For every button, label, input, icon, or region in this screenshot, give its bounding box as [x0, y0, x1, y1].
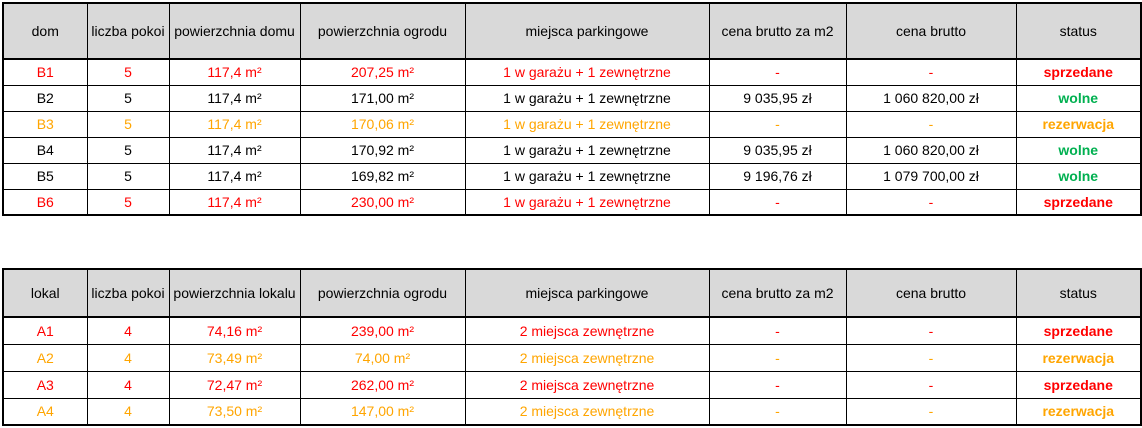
cell-garden-area: 169,82 m² — [300, 163, 465, 189]
cell-price: 1 060 820,00 zł — [846, 85, 1016, 111]
houses-table — [2, 2, 1142, 216]
col-header-unit: lokal — [3, 269, 87, 317]
apartments-table-header — [3, 269, 1141, 317]
table-row — [3, 317, 1141, 344]
cell-price-per-m2: - — [709, 317, 846, 344]
apartments-table-body — [3, 317, 1141, 425]
houses-table-header — [3, 3, 1141, 59]
cell-price: 1 060 820,00 zł — [846, 137, 1016, 163]
cell-price: - — [846, 317, 1016, 344]
cell-price-per-m2: - — [709, 189, 846, 215]
apartments-table — [2, 268, 1142, 426]
cell-garden-area: 262,00 m² — [300, 371, 465, 398]
cell-unit-area: 117,4 m² — [169, 189, 300, 215]
col-header-status: status — [1016, 269, 1141, 317]
status-badge: wolne — [1016, 137, 1141, 163]
status-badge: sprzedane — [1016, 189, 1141, 215]
table-row — [3, 137, 1141, 163]
cell-unit: B1 — [3, 59, 87, 85]
cell-unit: A4 — [3, 398, 87, 425]
cell-unit: B3 — [3, 111, 87, 137]
cell-unit: A3 — [3, 371, 87, 398]
cell-unit-area: 73,49 m² — [169, 344, 300, 371]
table-row — [3, 189, 1141, 215]
cell-unit: B2 — [3, 85, 87, 111]
col-header-unit-area: powierzchnia domu — [169, 3, 300, 59]
col-header-rooms: liczba pokoi — [87, 269, 169, 317]
status-badge: sprzedane — [1016, 317, 1141, 344]
cell-rooms: 5 — [87, 85, 169, 111]
cell-unit-area: 117,4 m² — [169, 163, 300, 189]
table-row — [3, 371, 1141, 398]
cell-rooms: 4 — [87, 371, 169, 398]
col-header-unit: dom — [3, 3, 87, 59]
cell-rooms: 4 — [87, 317, 169, 344]
cell-rooms: 5 — [87, 59, 169, 85]
cell-garden-area: 74,00 m² — [300, 344, 465, 371]
col-header-status: status — [1016, 3, 1141, 59]
cell-parking: 2 miejsca zewnętrzne — [465, 344, 709, 371]
cell-unit-area: 117,4 m² — [169, 85, 300, 111]
cell-price: 1 079 700,00 zł — [846, 163, 1016, 189]
cell-rooms: 4 — [87, 398, 169, 425]
cell-garden-area: 170,92 m² — [300, 137, 465, 163]
price-list-page — [0, 2, 1142, 428]
cell-parking: 1 w garażu + 1 zewnętrzne — [465, 111, 709, 137]
col-header-unit-area: powierzchnia lokalu — [169, 269, 300, 317]
cell-parking: 2 miejsca zewnętrzne — [465, 398, 709, 425]
cell-garden-area: 207,25 m² — [300, 59, 465, 85]
col-header-garden-area: powierzchnia ogrodu — [300, 269, 465, 317]
col-header-parking: miejsca parkingowe — [465, 3, 709, 59]
cell-garden-area: 147,00 m² — [300, 398, 465, 425]
cell-price-per-m2: 9 035,95 zł — [709, 137, 846, 163]
cell-unit: B6 — [3, 189, 87, 215]
status-badge: wolne — [1016, 85, 1141, 111]
cell-price-per-m2: - — [709, 111, 846, 137]
cell-unit: A2 — [3, 344, 87, 371]
table-row — [3, 85, 1141, 111]
status-badge: wolne — [1016, 163, 1141, 189]
houses-table-body — [3, 59, 1141, 215]
col-header-parking: miejsca parkingowe — [465, 269, 709, 317]
cell-garden-area: 171,00 m² — [300, 85, 465, 111]
cell-price-per-m2: - — [709, 371, 846, 398]
table-row — [3, 59, 1141, 85]
cell-price: - — [846, 398, 1016, 425]
cell-rooms: 5 — [87, 163, 169, 189]
cell-unit-area: 73,50 m² — [169, 398, 300, 425]
cell-garden-area: 170,06 m² — [300, 111, 465, 137]
col-header-garden-area: powierzchnia ogrodu — [300, 3, 465, 59]
cell-unit-area: 117,4 m² — [169, 59, 300, 85]
cell-price: - — [846, 371, 1016, 398]
col-header-price: cena brutto — [846, 269, 1016, 317]
table-row — [3, 111, 1141, 137]
cell-parking: 1 w garażu + 1 zewnętrzne — [465, 163, 709, 189]
status-badge: sprzedane — [1016, 371, 1141, 398]
cell-price: - — [846, 344, 1016, 371]
cell-unit-area: 117,4 m² — [169, 137, 300, 163]
cell-parking: 1 w garażu + 1 zewnętrzne — [465, 189, 709, 215]
cell-unit-area: 72,47 m² — [169, 371, 300, 398]
cell-price-per-m2: - — [709, 344, 846, 371]
col-header-price: cena brutto — [846, 3, 1016, 59]
cell-parking: 2 miejsca zewnętrzne — [465, 371, 709, 398]
cell-garden-area: 239,00 m² — [300, 317, 465, 344]
col-header-price-per-m2: cena brutto za m2 — [709, 269, 846, 317]
table-row — [3, 163, 1141, 189]
table-row — [3, 344, 1141, 371]
cell-price-per-m2: 9 035,95 zł — [709, 85, 846, 111]
status-badge: rezerwacja — [1016, 111, 1141, 137]
cell-rooms: 5 — [87, 137, 169, 163]
cell-unit: B5 — [3, 163, 87, 189]
status-badge: rezerwacja — [1016, 398, 1141, 425]
cell-parking: 2 miejsca zewnętrzne — [465, 317, 709, 344]
cell-rooms: 5 — [87, 111, 169, 137]
col-header-rooms: liczba pokoi — [87, 3, 169, 59]
cell-garden-area: 230,00 m² — [300, 189, 465, 215]
col-header-price-per-m2: cena brutto za m2 — [709, 3, 846, 59]
cell-unit: A1 — [3, 317, 87, 344]
cell-price-per-m2: - — [709, 59, 846, 85]
cell-unit-area: 74,16 m² — [169, 317, 300, 344]
cell-parking: 1 w garażu + 1 zewnętrzne — [465, 137, 709, 163]
cell-unit: B4 — [3, 137, 87, 163]
status-badge: rezerwacja — [1016, 344, 1141, 371]
status-badge: sprzedane — [1016, 59, 1141, 85]
cell-price: - — [846, 189, 1016, 215]
cell-price-per-m2: - — [709, 398, 846, 425]
cell-parking: 1 w garażu + 1 zewnętrzne — [465, 85, 709, 111]
cell-parking: 1 w garażu + 1 zewnętrzne — [465, 59, 709, 85]
cell-price: - — [846, 59, 1016, 85]
table-row — [3, 398, 1141, 425]
cell-price: - — [846, 111, 1016, 137]
cell-price-per-m2: 9 196,76 zł — [709, 163, 846, 189]
cell-rooms: 4 — [87, 344, 169, 371]
cell-unit-area: 117,4 m² — [169, 111, 300, 137]
cell-rooms: 5 — [87, 189, 169, 215]
